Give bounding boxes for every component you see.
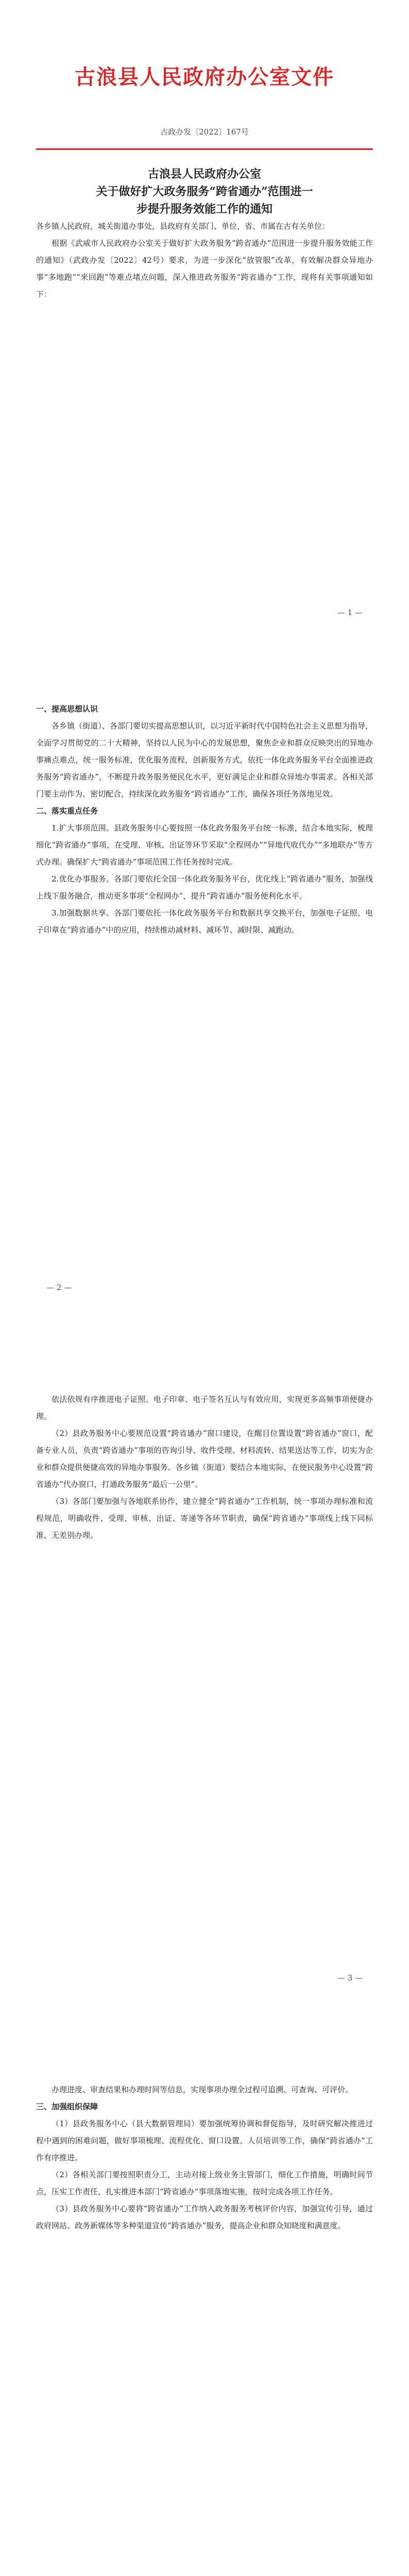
page-2: [0, 644, 409, 1334]
section-1-body: 各乡镇（街道）、各部门要切实提高思想认识，以习近平新时代中国特色社会主义思想为指导，全面学习贯彻党的二十大精神，坚持以人民为中心的发展思想，聚焦企业和群众反映突出的异地办事痛点难点，统一服务标准，优化服务流程，创新服务方式，依托一体化政务服务平台全面推进政务服务“跨省通办”，不断提升政务服务便民化水平，更好满足企业和群众异地办事需求。各相关部门要主动作为、密切配合，持续深化政务服务“跨省通办”工作，确保各项任务落地见效。: [36, 721, 373, 799]
page-number: — 1 —: [337, 608, 363, 617]
page-3: [0, 1334, 409, 2025]
document-number: 古政办发〔2022〕167号: [160, 127, 249, 137]
page-3-paragraph-2: （2）县政务服务中心要规范设置“跨省通办”窗口建设，在醒目位置设置“跨省通办”窗口，配备专业人员，负责“跨省通办”事项的咨询引导、收件受理、材料流转、结果送达等工作，切实为企业和群众提供便捷高效的异地办事服务。各乡镇（街道）要结合本地实际，在便民服务中心设置“跨省通办”代办窗口，打通政务服务“最后一公里”。: [36, 1429, 373, 1489]
page-3-paragraph-3: （3）各部门要加强与各地联系协作，建立健全“跨省通办”工作机制，统一事项办理标准和流程规范，明确收件、受理、审核、出证、寄递等各环节职责，确保“跨省通办”事项线上线下同标准、无差别办理。: [36, 1497, 373, 1540]
notice-title-line-3: 步提升服务效能工作的通知: [136, 202, 272, 216]
section-2-paragraph-3: 3.加强数据共享。各部门要依托一体化政务服务平台和数据共享交换平台，加强电子证照、电子印章在“跨省通办”中的应用，持续推动减材料、减环节、减时限、减跑动。: [36, 908, 373, 935]
page-number: — 2 —: [46, 1283, 72, 1292]
section-2-paragraph-1: 1.扩大事项范围。县政务服务中心要按照一体化政务服务平台统一标准，结合本地实际，梳理细化“跨省通办”事项，在受理、审核、出证等环节采取“全程网办”“异地代收代办”“多地联办”等方式办理。确保扩大“跨省通办”事项范围工作任务按时完成。: [36, 823, 373, 867]
page-4: [0, 2025, 409, 2576]
section-3-paragraph-3: （3）县政务服务中心要将“跨省通办”工作纳入政务服务考核评价内容，加强宣传引导，通过政府网站、政务新媒体等多种渠道宣传“跨省通办”服务，提高企业和群众知晓度和满意度。: [36, 2204, 373, 2230]
notice-title-line-1: 古浪县人民政府办公室: [147, 167, 261, 181]
section-3-paragraph-2: （2）各相关部门要按照职责分工，主动对接上级业务主管部门，细化工作措施，明确时间节点，压实工作责任，扎实推进本部门“跨省通办”事项落地实施，按时完成各项工作任务。: [36, 2170, 373, 2196]
section-heading-1: 一、提高思想认识: [36, 704, 98, 714]
page-1: [0, 0, 409, 644]
salutation: 各乡镇人民政府，城关街道办事处，县政府有关部门、单位，省、市属在古有关单位：: [36, 222, 330, 231]
page-4-paragraph-1: 办理进度、审查结果和办理时间等信息，实现事项办理全过程可追溯、可查询、可评价。: [52, 2085, 353, 2094]
document-header-title: 古浪县人民政府办公室文件: [75, 65, 334, 89]
section-heading-3: 三、加强组织保障: [36, 2102, 98, 2111]
notice-title-line-2: 关于做好扩大政务服务“跨省通办”范围进一: [96, 185, 313, 198]
page-3-paragraph-1: 依法依规有序推进电子证照、电子印章、电子签名互认与有效应用，实现更多高频事项便捷办理。: [36, 1395, 373, 1421]
section-2-paragraph-2: 2.优化办事服务。各部门要依托全国一体化政务服务平台，优化线上“跨省通办”服务，加强线上线下服务融合，推动更多事项“全程网办”，提升“跨省通办”服务便利化水平。: [36, 874, 373, 901]
page-number: — 3 —: [337, 1973, 363, 1982]
intro-paragraph: 根据《武威市人民政府办公室关于做好扩大政务服务“跨省通办”范围进一步提升服务效能工作的通知》（武政办发〔2022〕42号）要求，为进一步深化“放管服”改革，有效解决群众异地办事“多地跑”“来回跑”等难点堵点问题，深入推进政务服务“跨省通办”工作，现将有关事项通知如下：: [36, 239, 373, 299]
section-heading-2: 二、落实重点任务: [36, 806, 98, 816]
notice-title: [36, 165, 373, 218]
red-separator-line: [36, 148, 373, 150]
section-3-paragraph-1: （1）县政务服务中心（县大数据管理局）要加强统筹协调和督促指导，及时研究解决推进过程中遇到的困难问题，做好事项梳理、流程优化、窗口设置、人员培训等工作，确保“跨省通办”工作有序推进。: [36, 2119, 373, 2162]
